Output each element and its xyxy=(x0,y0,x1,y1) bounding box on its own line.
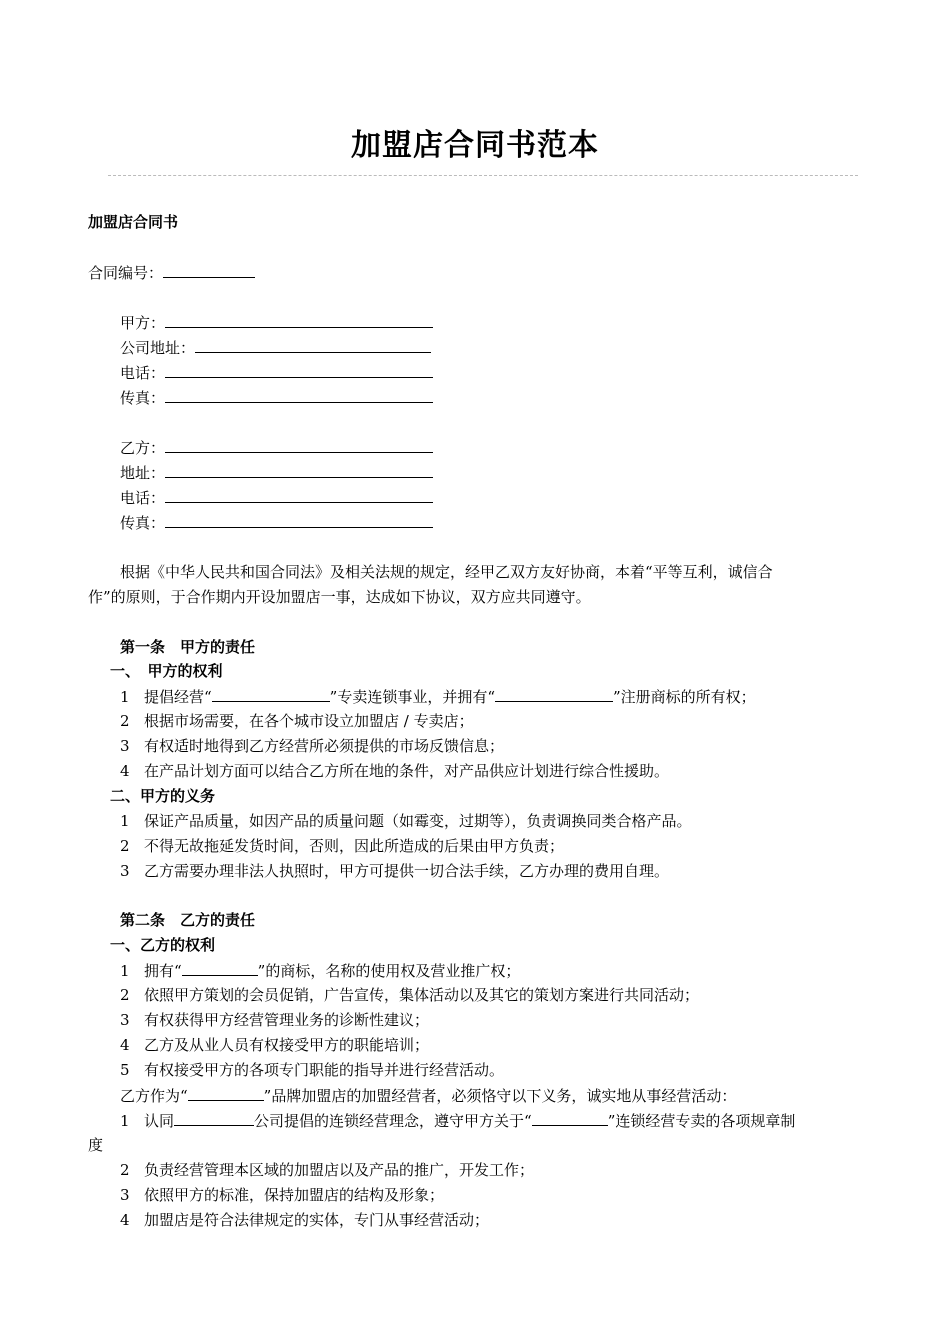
item-text: ”注册商标的所有权； xyxy=(613,688,756,706)
party-b-fax-blank[interactable] xyxy=(165,512,433,528)
item-text: 乙方需要办理非法人执照时，甲方可提供一切合法手续，乙方办理的费用自理。 xyxy=(144,862,670,880)
item-text: ”连锁经营专卖的各项规章制 xyxy=(607,1112,796,1130)
article-2-duty-item-wrap: 度 xyxy=(88,1136,104,1154)
article-2-duty-item xyxy=(120,1110,795,1131)
item-number: 2 xyxy=(120,837,130,855)
contract-number-blank[interactable] xyxy=(163,262,255,278)
item-number: 4 xyxy=(120,762,130,780)
article-1-duty-item xyxy=(120,811,692,831)
party-b-phone-blank[interactable] xyxy=(165,487,433,503)
brand-name-blank[interactable] xyxy=(532,1110,608,1126)
party-b-phone-label: 电话： xyxy=(120,489,166,507)
party-a-name-label: 甲方： xyxy=(120,314,166,332)
party-b-address-blank[interactable] xyxy=(165,462,433,478)
article-2-duty-item xyxy=(120,1160,534,1180)
article-2-right-item xyxy=(120,1010,429,1030)
article-1-right-item xyxy=(120,686,756,707)
item-number: 1 xyxy=(120,688,130,706)
party-b-address-row xyxy=(120,462,433,483)
item-number: 2 xyxy=(120,712,130,730)
article-2-right-item xyxy=(120,985,699,1005)
article-1-rights-heading: 一、 甲方的权利 xyxy=(110,662,223,680)
article-1-duty-item xyxy=(120,861,669,881)
item-text: 依照甲方的标准，保持加盟店的结构及形象； xyxy=(144,1186,445,1204)
article-2-right-item xyxy=(120,1035,429,1055)
item-text: 依照甲方策划的会员促销，广告宣传，集体活动以及其它的策划方案进行共同活动； xyxy=(144,986,700,1004)
item-text: 在产品计划方面可以结合乙方所在地的条件，对产品供应计划进行综合性援助。 xyxy=(144,762,670,780)
item-text: 提倡经营“ xyxy=(144,688,212,706)
item-number: 1 xyxy=(120,1112,130,1130)
preamble-line-1: 根据《中华人民共和国合同法》及相关法规的规定，经甲乙双方友好协商，本着“平等互利，诚信合 xyxy=(120,563,773,581)
article-2-duty-item xyxy=(120,1210,489,1230)
item-number: 3 xyxy=(120,1186,130,1204)
item-text: 保证产品质量，如因产品的质量问题（如霉变，过期等），负责调换同类合格产品。 xyxy=(144,812,692,830)
item-text: 认同 xyxy=(144,1112,175,1130)
article-1-duty-item xyxy=(120,836,564,856)
brand-name-blank[interactable] xyxy=(212,686,330,702)
party-a-name-row xyxy=(120,312,433,333)
party-a-address-blank[interactable] xyxy=(195,337,431,353)
title-divider xyxy=(108,175,858,176)
party-a-phone-label: 电话： xyxy=(120,364,166,382)
party-b-fax-label: 传真： xyxy=(120,514,166,532)
item-text: 不得无故拖延发货时间，否则，因此所造成的后果由甲方负责； xyxy=(144,837,565,855)
party-a-fax-blank[interactable] xyxy=(165,387,433,403)
party-a-phone-blank[interactable] xyxy=(165,362,433,378)
article-2-right-item xyxy=(120,1060,504,1080)
article-1-heading: 第一条 甲方的责任 xyxy=(120,638,256,656)
item-text: ”专卖连锁事业，并拥有“ xyxy=(329,688,496,706)
article-1-right-item xyxy=(120,736,504,756)
contract-number-label: 合同编号： xyxy=(88,264,164,282)
intro-text: 乙方作为“ xyxy=(120,1087,188,1105)
item-text: 有权获得甲方经营管理业务的诊断性建议； xyxy=(144,1011,430,1029)
item-number: 3 xyxy=(120,1011,130,1029)
party-a-fax-row xyxy=(120,387,433,408)
item-text: 公司提倡的连锁经营理念，遵守甲方关于“ xyxy=(254,1112,532,1130)
item-number: 5 xyxy=(120,1061,130,1079)
article-2-duties-intro xyxy=(120,1085,736,1106)
contract-number-row xyxy=(88,262,255,283)
party-a-phone-row xyxy=(120,362,433,383)
company-name-blank[interactable] xyxy=(174,1110,254,1126)
article-1-duties-heading: 二、甲方的义务 xyxy=(110,787,216,805)
party-a-address-label: 公司地址： xyxy=(120,339,196,357)
item-text: ”的商标，名称的使用权及营业推广权； xyxy=(257,962,521,980)
item-text: 乙方及从业人员有权接受甲方的职能培训； xyxy=(144,1036,430,1054)
party-b-name-blank[interactable] xyxy=(165,437,433,453)
item-number: 1 xyxy=(120,812,130,830)
trademark-blank[interactable] xyxy=(495,686,613,702)
item-text: 根据市场需要，在各个城市设立加盟店 / 专卖店； xyxy=(144,712,474,730)
contract-subtitle: 加盟店合同书 xyxy=(88,213,179,231)
item-text: 有权适时地得到乙方经营所必须提供的市场反馈信息； xyxy=(144,737,505,755)
party-b-fax-row xyxy=(120,512,433,533)
trademark-blank[interactable] xyxy=(182,960,258,976)
item-number: 2 xyxy=(120,1161,130,1179)
item-number: 1 xyxy=(120,962,130,980)
item-number: 4 xyxy=(120,1211,130,1229)
party-b-name-label: 乙方： xyxy=(120,439,166,457)
party-a-fax-label: 传真： xyxy=(120,389,166,407)
item-text: 有权接受甲方的各项专门职能的指导并进行经营活动。 xyxy=(144,1061,505,1079)
item-number: 3 xyxy=(120,737,130,755)
item-number: 2 xyxy=(120,986,130,1004)
party-b-address-label: 地址： xyxy=(120,464,166,482)
article-1-right-item xyxy=(120,761,669,781)
article-2-right-item xyxy=(120,960,520,981)
item-text: 负责经营管理本区域的加盟店以及产品的推广，开发工作； xyxy=(144,1161,535,1179)
article-2-rights-heading: 一、乙方的权利 xyxy=(110,936,216,954)
article-2-heading: 第二条 乙方的责任 xyxy=(120,911,256,929)
item-text: 拥有“ xyxy=(144,962,182,980)
preamble-line-2: 作”的原则，于合作期内开设加盟店一事，达成如下协议，双方应共同遵守。 xyxy=(88,588,591,606)
article-2-duty-item xyxy=(120,1185,444,1205)
item-number: 4 xyxy=(120,1036,130,1054)
document-title: 加盟店合同书范本 xyxy=(351,128,599,163)
party-b-phone-row xyxy=(120,487,433,508)
party-a-address-row xyxy=(120,337,431,358)
item-text: 加盟店是符合法律规定的实体，专门从事经营活动； xyxy=(144,1211,490,1229)
party-b-name-row xyxy=(120,437,433,458)
brand-name-blank[interactable] xyxy=(188,1085,264,1101)
article-1-right-item xyxy=(120,711,474,731)
intro-text: ”品牌加盟店的加盟经营者，必须恪守以下义务，诚实地从事经营活动： xyxy=(263,1087,737,1105)
item-number: 3 xyxy=(120,862,130,880)
party-a-name-blank[interactable] xyxy=(165,312,433,328)
